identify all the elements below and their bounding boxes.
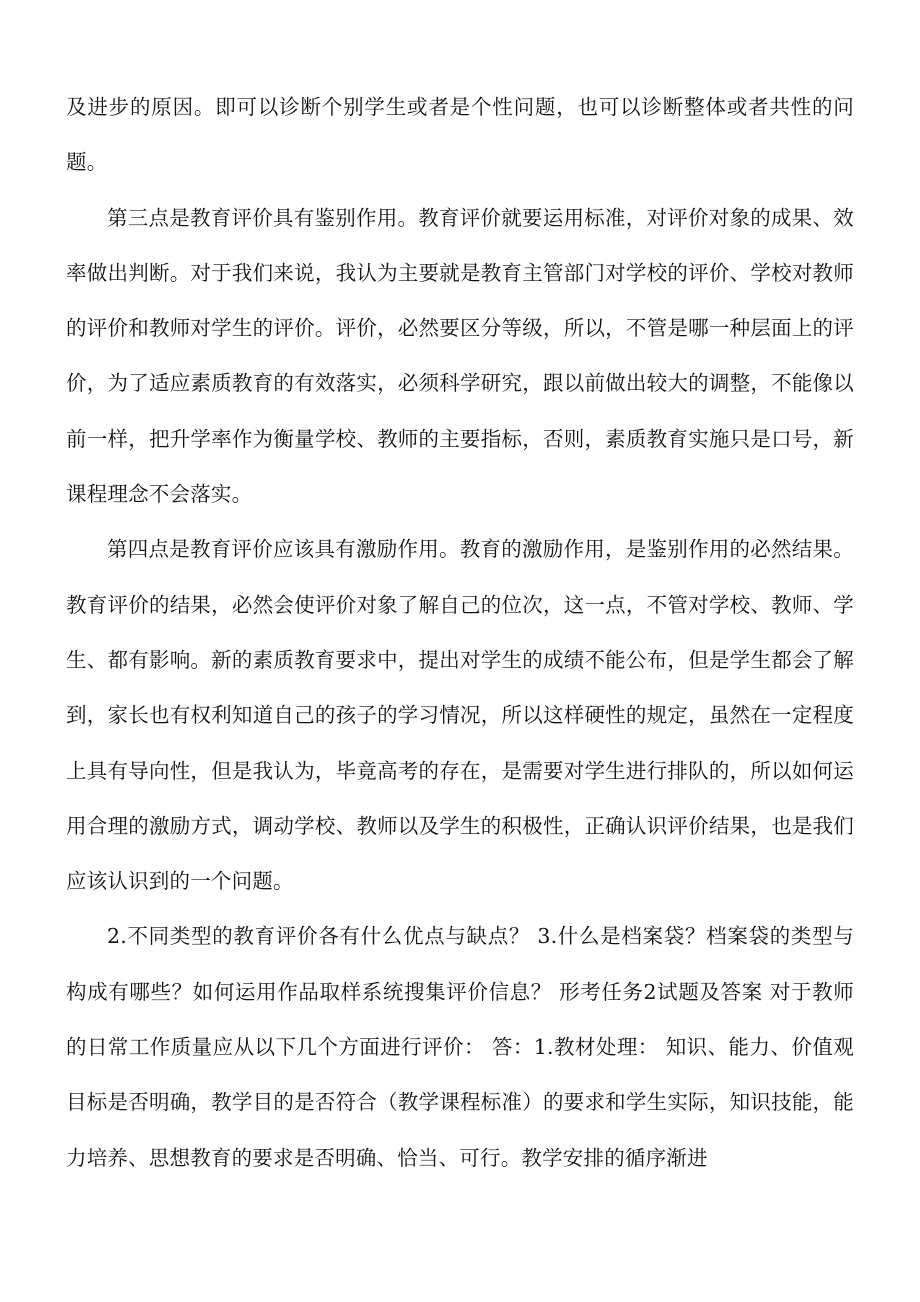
paragraph-2: 第三点是教育评价具有鉴别作用。教育评价就要运用标准，对评价对象的成果、效率做出判断。对于我们来说，我认为主要就是教育主管部门对学校的评价、学校对教师的评价和教师对学生的评价。评价，必然要区分等级，所以，不管是哪一种层面上的评价，为了适应素质教育的有效落实，必须科学研究，跟以前做出较大的调整，不能像以前一样，把升学率作为衡量学校、教师的主要指标，否则，素质教育实施只是口号，新课程理念不会落实。 (66, 205, 854, 507)
paragraph-4: 2.不同类型的教育评价各有什么优点与缺点？ 3.什么是档案袋？档案袋的类型与构成有哪些？如何运用作品取样系统搜集评价信息？ 形考任务2试题及答案 对于教师的日常工作质量应从以下几个方面进行评价： 答：1.教材处理： 知识、能力、价值观目标是否明确，教学目的是否符合（教学课程标准）的要求和学生实际，知识技能，能力培养、思想教育的要求是否明确、恰当、可行。教学安排的循序渐进 (66, 924, 854, 1170)
paragraph-1: 及进步的原因。即可以诊断个别学生或者是个性问题，也可以诊断整体或者共性的问题。 (66, 95, 854, 175)
paragraph-3: 第四点是教育评价应该具有激励作用。教育的激励作用，是鉴别作用的必然结果。教育评价的结果，必然会使评价对象了解自己的位次，这一点，不管对学校、教师、学生、都有影响。新的素质教育要求中，提出对学生的成绩不能公布，但是学生都会了解到，家长也有权利知道自己的孩子的学习情况，所以这样硬性的规定，虽然在一定程度上具有导向性，但是我认为，毕竟高考的存在，是需要对学生进行排队的，所以如何运用合理的激励方式，调动学校、教师以及学生的积极性，正确认识评价结果，也是我们应该认识到的一个问题。 (66, 537, 854, 894)
